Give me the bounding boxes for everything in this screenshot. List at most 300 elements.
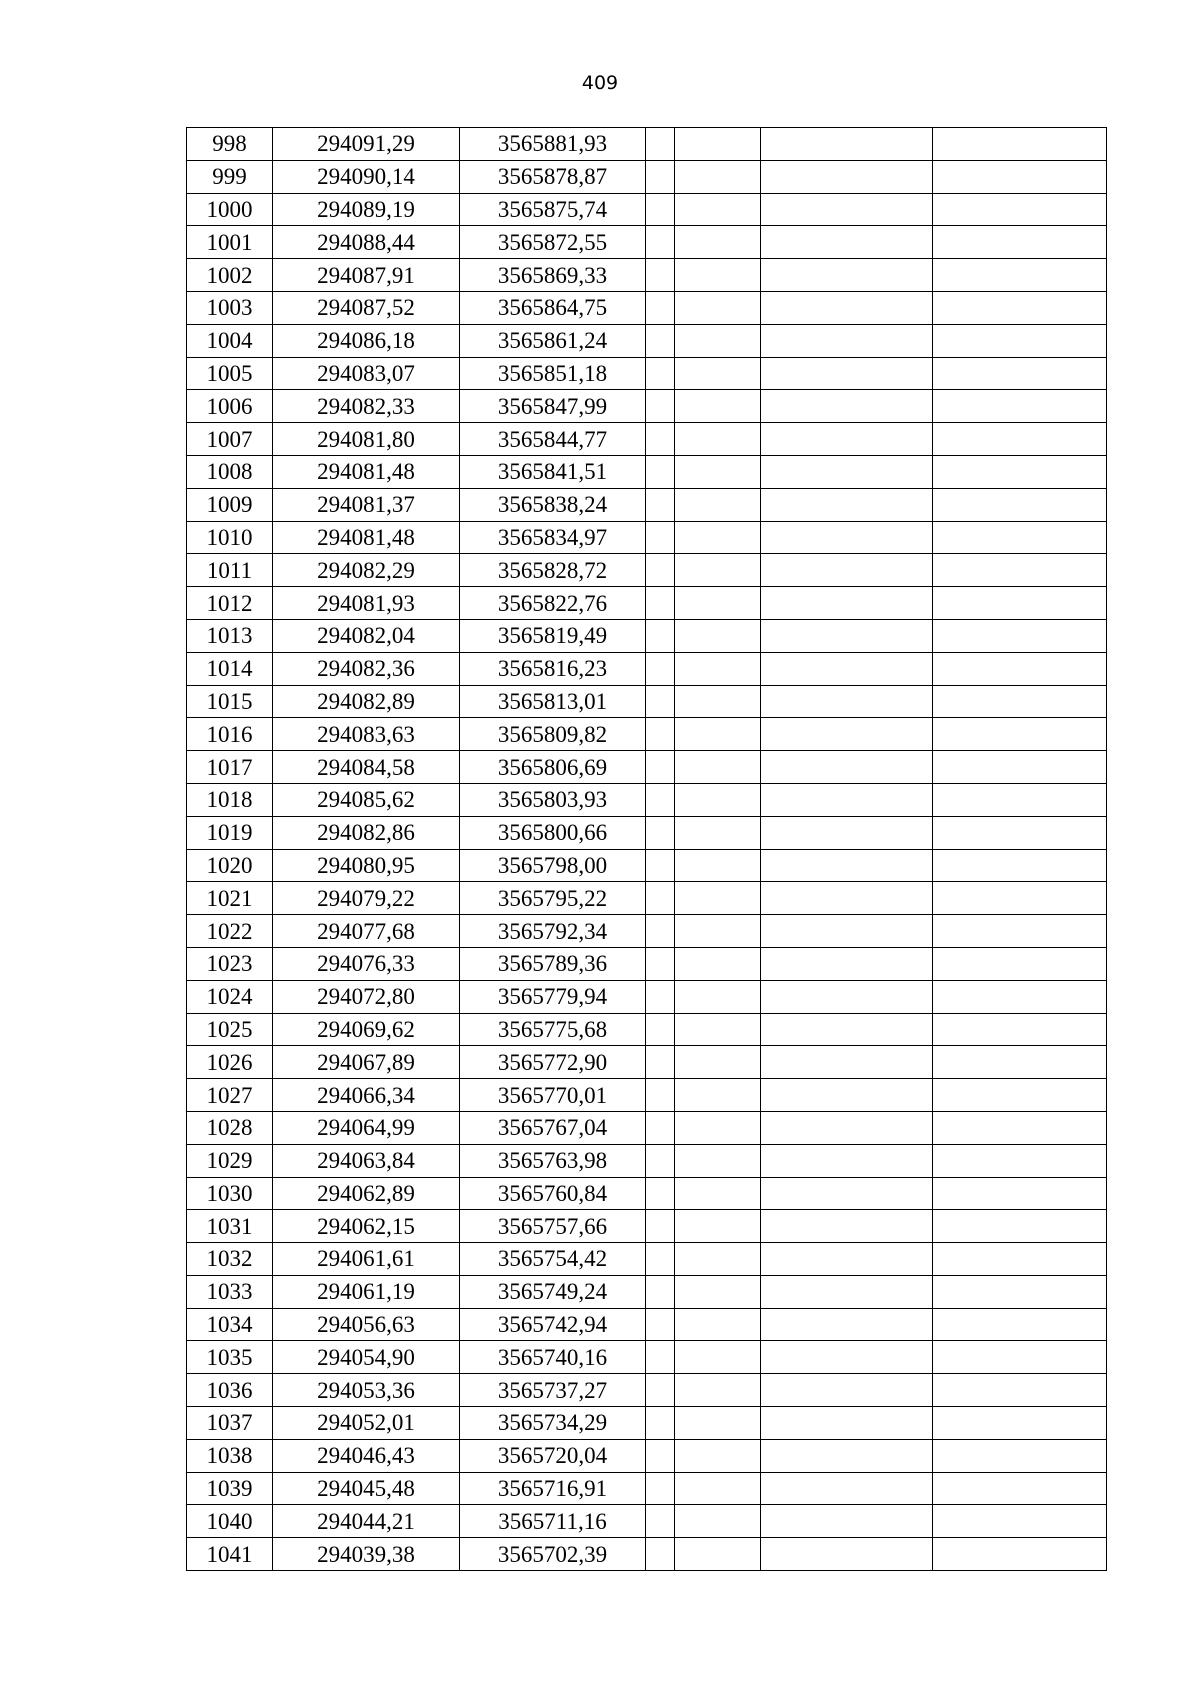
- y-coordinate-cell: 3565702,39: [460, 1538, 646, 1571]
- y-coordinate-cell: 3565803,93: [460, 783, 646, 816]
- empty-cell: [761, 423, 933, 456]
- x-coordinate-cell: 294063,84: [273, 1144, 460, 1177]
- empty-cell: [646, 1144, 675, 1177]
- x-coordinate-cell: 294072,80: [273, 980, 460, 1013]
- empty-cell: [761, 357, 933, 390]
- page-number: 409: [581, 72, 619, 94]
- y-coordinate-cell: 3565828,72: [460, 554, 646, 587]
- table-row: [187, 1439, 1107, 1472]
- empty-cell: [761, 128, 933, 161]
- y-coordinate-cell: 3565838,24: [460, 488, 646, 521]
- y-coordinate-cell: 3565740,16: [460, 1341, 646, 1374]
- x-coordinate-cell: 294083,07: [273, 357, 460, 390]
- empty-cell: [933, 357, 1107, 390]
- empty-cell: [933, 324, 1107, 357]
- point-number-cell: 1027: [187, 1079, 273, 1112]
- empty-cell: [933, 1505, 1107, 1538]
- empty-cell: [646, 554, 675, 587]
- y-coordinate-cell: 3565806,69: [460, 751, 646, 784]
- empty-cell: [761, 193, 933, 226]
- empty-cell: [761, 652, 933, 685]
- x-coordinate-cell: 294076,33: [273, 947, 460, 980]
- point-number-cell: 1022: [187, 915, 273, 948]
- empty-cell: [761, 1275, 933, 1308]
- y-coordinate-cell: 3565763,98: [460, 1144, 646, 1177]
- y-coordinate-cell: 3565754,42: [460, 1243, 646, 1276]
- point-number-cell: 1018: [187, 783, 273, 816]
- y-coordinate-cell: 3565779,94: [460, 980, 646, 1013]
- point-number-cell: 1014: [187, 652, 273, 685]
- x-coordinate-cell: 294067,89: [273, 1046, 460, 1079]
- y-coordinate-cell: 3565798,00: [460, 849, 646, 882]
- empty-cell: [675, 587, 761, 620]
- y-coordinate-cell: 3565816,23: [460, 652, 646, 685]
- empty-cell: [675, 751, 761, 784]
- point-number-cell: 998: [187, 128, 273, 161]
- empty-cell: [933, 1407, 1107, 1440]
- table-row: [187, 488, 1107, 521]
- table-row: [187, 1374, 1107, 1407]
- point-number-cell: 1040: [187, 1505, 273, 1538]
- point-number-cell: 1020: [187, 849, 273, 882]
- empty-cell: [761, 455, 933, 488]
- x-coordinate-cell: 294082,29: [273, 554, 460, 587]
- empty-cell: [646, 1472, 675, 1505]
- empty-cell: [646, 685, 675, 718]
- empty-cell: [933, 1046, 1107, 1079]
- y-coordinate-cell: 3565861,24: [460, 324, 646, 357]
- empty-cell: [646, 980, 675, 1013]
- empty-cell: [675, 718, 761, 751]
- empty-cell: [675, 816, 761, 849]
- empty-cell: [646, 128, 675, 161]
- y-coordinate-cell: 3565872,55: [460, 226, 646, 259]
- empty-cell: [646, 1079, 675, 1112]
- empty-cell: [646, 1275, 675, 1308]
- x-coordinate-cell: 294087,52: [273, 291, 460, 324]
- table-row: [187, 1407, 1107, 1440]
- empty-cell: [761, 882, 933, 915]
- empty-cell: [933, 915, 1107, 948]
- y-coordinate-cell: 3565716,91: [460, 1472, 646, 1505]
- point-number-cell: 1007: [187, 423, 273, 456]
- empty-cell: [675, 1243, 761, 1276]
- x-coordinate-cell: 294086,18: [273, 324, 460, 357]
- empty-cell: [646, 783, 675, 816]
- x-coordinate-cell: 294084,58: [273, 751, 460, 784]
- empty-cell: [933, 980, 1107, 1013]
- x-coordinate-cell: 294091,29: [273, 128, 460, 161]
- point-number-cell: 1032: [187, 1243, 273, 1276]
- empty-cell: [675, 128, 761, 161]
- empty-cell: [675, 1407, 761, 1440]
- empty-cell: [675, 1144, 761, 1177]
- point-number-cell: 1038: [187, 1439, 273, 1472]
- table-row: [187, 1079, 1107, 1112]
- y-coordinate-cell: 3565789,36: [460, 947, 646, 980]
- empty-cell: [646, 488, 675, 521]
- table-row: [187, 619, 1107, 652]
- table-row: [187, 1341, 1107, 1374]
- y-coordinate-cell: 3565881,93: [460, 128, 646, 161]
- empty-cell: [761, 1308, 933, 1341]
- empty-cell: [675, 947, 761, 980]
- empty-cell: [675, 226, 761, 259]
- empty-cell: [675, 1111, 761, 1144]
- point-number-cell: 1011: [187, 554, 273, 587]
- y-coordinate-cell: 3565742,94: [460, 1308, 646, 1341]
- empty-cell: [933, 882, 1107, 915]
- empty-cell: [646, 521, 675, 554]
- x-coordinate-cell: 294085,62: [273, 783, 460, 816]
- y-coordinate-cell: 3565795,22: [460, 882, 646, 915]
- empty-cell: [933, 619, 1107, 652]
- y-coordinate-cell: 3565875,74: [460, 193, 646, 226]
- table-row: [187, 1210, 1107, 1243]
- point-number-cell: 1017: [187, 751, 273, 784]
- table-row: [187, 587, 1107, 620]
- empty-cell: [761, 947, 933, 980]
- empty-cell: [761, 1538, 933, 1571]
- x-coordinate-cell: 294081,93: [273, 587, 460, 620]
- empty-cell: [646, 915, 675, 948]
- empty-cell: [761, 1505, 933, 1538]
- empty-cell: [761, 1341, 933, 1374]
- empty-cell: [933, 226, 1107, 259]
- empty-cell: [933, 1439, 1107, 1472]
- table-row: [187, 652, 1107, 685]
- table-row: [187, 1144, 1107, 1177]
- empty-cell: [646, 193, 675, 226]
- x-coordinate-cell: 294052,01: [273, 1407, 460, 1440]
- y-coordinate-cell: 3565878,87: [460, 160, 646, 193]
- table-row: [187, 226, 1107, 259]
- point-number-cell: 1041: [187, 1538, 273, 1571]
- empty-cell: [761, 816, 933, 849]
- empty-cell: [646, 390, 675, 423]
- empty-cell: [646, 882, 675, 915]
- empty-cell: [675, 849, 761, 882]
- empty-cell: [675, 1439, 761, 1472]
- empty-cell: [675, 521, 761, 554]
- empty-cell: [933, 1177, 1107, 1210]
- point-number-cell: 1009: [187, 488, 273, 521]
- table-row: [187, 259, 1107, 292]
- empty-cell: [675, 390, 761, 423]
- empty-cell: [761, 259, 933, 292]
- empty-cell: [761, 554, 933, 587]
- empty-cell: [761, 226, 933, 259]
- y-coordinate-cell: 3565749,24: [460, 1275, 646, 1308]
- empty-cell: [646, 1177, 675, 1210]
- empty-cell: [646, 816, 675, 849]
- table-row: [187, 291, 1107, 324]
- x-coordinate-cell: 294046,43: [273, 1439, 460, 1472]
- empty-cell: [761, 324, 933, 357]
- y-coordinate-cell: 3565851,18: [460, 357, 646, 390]
- empty-cell: [675, 291, 761, 324]
- empty-cell: [933, 1144, 1107, 1177]
- empty-cell: [761, 1144, 933, 1177]
- empty-cell: [933, 455, 1107, 488]
- empty-cell: [646, 587, 675, 620]
- empty-cell: [646, 751, 675, 784]
- y-coordinate-cell: 3565869,33: [460, 259, 646, 292]
- empty-cell: [646, 652, 675, 685]
- empty-cell: [933, 291, 1107, 324]
- empty-cell: [646, 1538, 675, 1571]
- empty-cell: [646, 1439, 675, 1472]
- empty-cell: [646, 1013, 675, 1046]
- empty-cell: [675, 915, 761, 948]
- y-coordinate-cell: 3565757,66: [460, 1210, 646, 1243]
- point-number-cell: 1039: [187, 1472, 273, 1505]
- empty-cell: [675, 357, 761, 390]
- empty-cell: [646, 324, 675, 357]
- x-coordinate-cell: 294039,38: [273, 1538, 460, 1571]
- empty-cell: [761, 1407, 933, 1440]
- y-coordinate-cell: 3565775,68: [460, 1013, 646, 1046]
- empty-cell: [933, 1111, 1107, 1144]
- y-coordinate-cell: 3565847,99: [460, 390, 646, 423]
- empty-cell: [675, 652, 761, 685]
- empty-cell: [761, 1111, 933, 1144]
- empty-cell: [675, 259, 761, 292]
- empty-cell: [761, 751, 933, 784]
- empty-cell: [933, 1243, 1107, 1276]
- table-row: [187, 1111, 1107, 1144]
- y-coordinate-cell: 3565711,16: [460, 1505, 646, 1538]
- y-coordinate-cell: 3565800,66: [460, 816, 646, 849]
- empty-cell: [933, 259, 1107, 292]
- empty-cell: [933, 488, 1107, 521]
- empty-cell: [933, 1472, 1107, 1505]
- x-coordinate-cell: 294061,19: [273, 1275, 460, 1308]
- table-row: [187, 193, 1107, 226]
- empty-cell: [675, 1079, 761, 1112]
- empty-cell: [933, 816, 1107, 849]
- empty-cell: [933, 390, 1107, 423]
- y-coordinate-cell: 3565772,90: [460, 1046, 646, 1079]
- table-row: [187, 554, 1107, 587]
- empty-cell: [933, 160, 1107, 193]
- empty-cell: [675, 882, 761, 915]
- empty-cell: [646, 1407, 675, 1440]
- point-number-cell: 1025: [187, 1013, 273, 1046]
- empty-cell: [675, 1275, 761, 1308]
- empty-cell: [646, 455, 675, 488]
- table-row: [187, 947, 1107, 980]
- y-coordinate-cell: 3565809,82: [460, 718, 646, 751]
- x-coordinate-cell: 294087,91: [273, 259, 460, 292]
- x-coordinate-cell: 294061,61: [273, 1243, 460, 1276]
- empty-cell: [646, 947, 675, 980]
- empty-cell: [675, 488, 761, 521]
- empty-cell: [933, 521, 1107, 554]
- x-coordinate-cell: 294082,36: [273, 652, 460, 685]
- x-coordinate-cell: 294081,80: [273, 423, 460, 456]
- empty-cell: [646, 1374, 675, 1407]
- x-coordinate-cell: 294088,44: [273, 226, 460, 259]
- empty-cell: [646, 1210, 675, 1243]
- table-row: [187, 455, 1107, 488]
- point-number-cell: 1003: [187, 291, 273, 324]
- coordinates-table: [186, 127, 1107, 1571]
- empty-cell: [646, 1111, 675, 1144]
- empty-cell: [675, 1341, 761, 1374]
- empty-cell: [675, 423, 761, 456]
- empty-cell: [933, 1013, 1107, 1046]
- y-coordinate-cell: 3565813,01: [460, 685, 646, 718]
- empty-cell: [646, 291, 675, 324]
- empty-cell: [933, 947, 1107, 980]
- empty-cell: [933, 128, 1107, 161]
- empty-cell: [646, 849, 675, 882]
- y-coordinate-cell: 3565734,29: [460, 1407, 646, 1440]
- point-number-cell: 1030: [187, 1177, 273, 1210]
- point-number-cell: 1029: [187, 1144, 273, 1177]
- empty-cell: [761, 521, 933, 554]
- x-coordinate-cell: 294079,22: [273, 882, 460, 915]
- table-row: [187, 324, 1107, 357]
- table-row: [187, 1505, 1107, 1538]
- empty-cell: [675, 1308, 761, 1341]
- x-coordinate-cell: 294081,48: [273, 455, 460, 488]
- table-row: [187, 128, 1107, 161]
- table-row: [187, 980, 1107, 1013]
- point-number-cell: 1005: [187, 357, 273, 390]
- empty-cell: [933, 1308, 1107, 1341]
- table-row: [187, 1177, 1107, 1210]
- empty-cell: [675, 685, 761, 718]
- y-coordinate-cell: 3565770,01: [460, 1079, 646, 1112]
- y-coordinate-cell: 3565760,84: [460, 1177, 646, 1210]
- x-coordinate-cell: 294062,89: [273, 1177, 460, 1210]
- point-number-cell: 999: [187, 160, 273, 193]
- table-row: [187, 1013, 1107, 1046]
- empty-cell: [646, 259, 675, 292]
- x-coordinate-cell: 294054,90: [273, 1341, 460, 1374]
- empty-cell: [675, 193, 761, 226]
- empty-cell: [761, 1374, 933, 1407]
- x-coordinate-cell: 294082,86: [273, 816, 460, 849]
- empty-cell: [646, 1308, 675, 1341]
- empty-cell: [675, 160, 761, 193]
- x-coordinate-cell: 294062,15: [273, 1210, 460, 1243]
- empty-cell: [933, 554, 1107, 587]
- empty-cell: [675, 1374, 761, 1407]
- table-row: [187, 357, 1107, 390]
- table-row: [187, 685, 1107, 718]
- x-coordinate-cell: 294083,63: [273, 718, 460, 751]
- point-number-cell: 1001: [187, 226, 273, 259]
- empty-cell: [646, 718, 675, 751]
- point-number-cell: 1023: [187, 947, 273, 980]
- x-coordinate-cell: 294089,19: [273, 193, 460, 226]
- empty-cell: [646, 619, 675, 652]
- empty-cell: [933, 1079, 1107, 1112]
- y-coordinate-cell: 3565822,76: [460, 587, 646, 620]
- table-row: [187, 915, 1107, 948]
- point-number-cell: 1013: [187, 619, 273, 652]
- empty-cell: [933, 587, 1107, 620]
- table-row: [187, 882, 1107, 915]
- y-coordinate-cell: 3565844,77: [460, 423, 646, 456]
- empty-cell: [761, 849, 933, 882]
- table-row: [187, 521, 1107, 554]
- x-coordinate-cell: 294066,34: [273, 1079, 460, 1112]
- empty-cell: [761, 980, 933, 1013]
- x-coordinate-cell: 294056,63: [273, 1308, 460, 1341]
- point-number-cell: 1031: [187, 1210, 273, 1243]
- y-coordinate-cell: 3565864,75: [460, 291, 646, 324]
- empty-cell: [761, 1210, 933, 1243]
- table-row: [187, 1538, 1107, 1571]
- coordinates-table-body: [187, 128, 1107, 1571]
- x-coordinate-cell: 294069,62: [273, 1013, 460, 1046]
- empty-cell: [933, 652, 1107, 685]
- empty-cell: [761, 1046, 933, 1079]
- y-coordinate-cell: 3565720,04: [460, 1439, 646, 1472]
- empty-cell: [761, 1472, 933, 1505]
- table-row: [187, 160, 1107, 193]
- empty-cell: [646, 357, 675, 390]
- point-number-cell: 1035: [187, 1341, 273, 1374]
- empty-cell: [761, 488, 933, 521]
- point-number-cell: 1006: [187, 390, 273, 423]
- point-number-cell: 1034: [187, 1308, 273, 1341]
- x-coordinate-cell: 294077,68: [273, 915, 460, 948]
- x-coordinate-cell: 294090,14: [273, 160, 460, 193]
- empty-cell: [761, 783, 933, 816]
- table-row: [187, 718, 1107, 751]
- empty-cell: [761, 718, 933, 751]
- empty-cell: [761, 685, 933, 718]
- empty-cell: [646, 1243, 675, 1276]
- empty-cell: [675, 1013, 761, 1046]
- x-coordinate-cell: 294081,48: [273, 521, 460, 554]
- empty-cell: [933, 1538, 1107, 1571]
- point-number-cell: 1036: [187, 1374, 273, 1407]
- point-number-cell: 1033: [187, 1275, 273, 1308]
- empty-cell: [646, 1505, 675, 1538]
- empty-cell: [675, 1505, 761, 1538]
- empty-cell: [675, 1046, 761, 1079]
- y-coordinate-cell: 3565819,49: [460, 619, 646, 652]
- table-row: [187, 816, 1107, 849]
- y-coordinate-cell: 3565737,27: [460, 1374, 646, 1407]
- point-number-cell: 1019: [187, 816, 273, 849]
- point-number-cell: 1015: [187, 685, 273, 718]
- point-number-cell: 1012: [187, 587, 273, 620]
- x-coordinate-cell: 294045,48: [273, 1472, 460, 1505]
- y-coordinate-cell: 3565767,04: [460, 1111, 646, 1144]
- table-row: [187, 1472, 1107, 1505]
- empty-cell: [646, 160, 675, 193]
- empty-cell: [933, 685, 1107, 718]
- empty-cell: [933, 849, 1107, 882]
- point-number-cell: 1024: [187, 980, 273, 1013]
- x-coordinate-cell: 294080,95: [273, 849, 460, 882]
- empty-cell: [675, 455, 761, 488]
- empty-cell: [761, 1079, 933, 1112]
- empty-cell: [761, 915, 933, 948]
- empty-cell: [646, 423, 675, 456]
- x-coordinate-cell: 294082,89: [273, 685, 460, 718]
- x-coordinate-cell: 294082,33: [273, 390, 460, 423]
- point-number-cell: 1002: [187, 259, 273, 292]
- table-row: [187, 423, 1107, 456]
